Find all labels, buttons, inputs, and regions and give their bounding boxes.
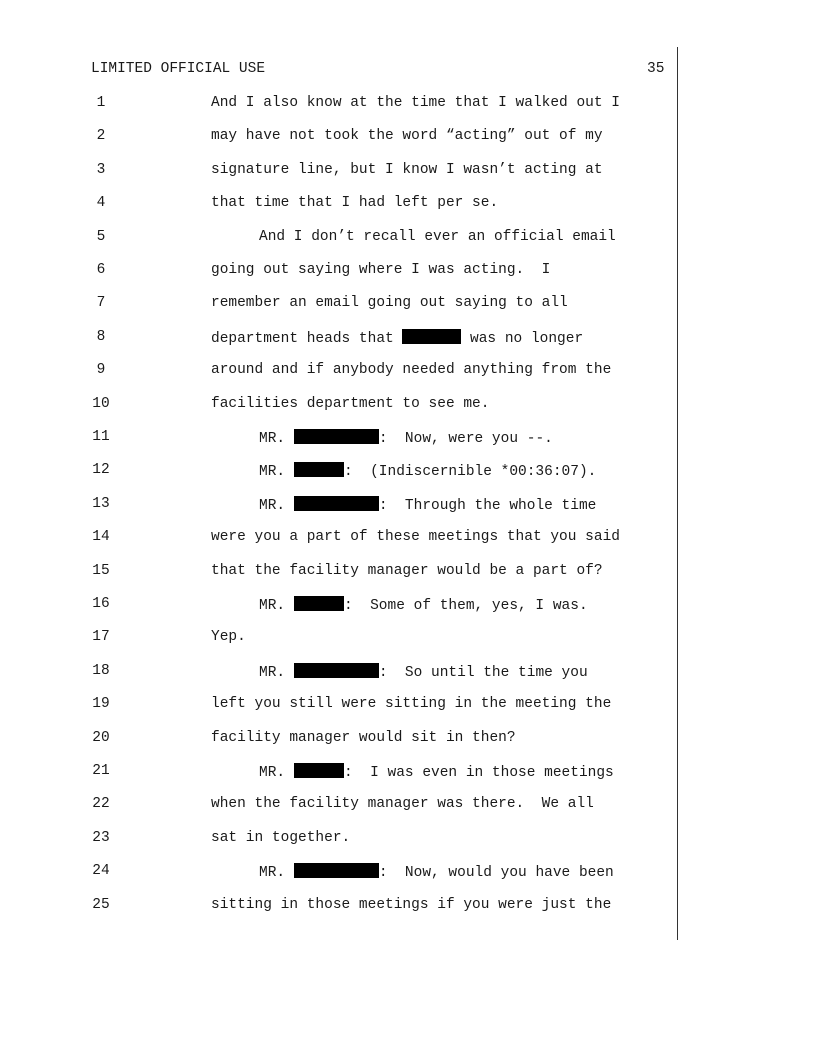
line-text [211,295,568,311]
line-number: 7 [96,295,106,312]
transcript-line [0,696,816,716]
line-text [211,897,611,913]
text-segment: MR. [259,664,294,681]
text-segment: sat in together. [211,829,351,846]
line-text [259,663,588,681]
text-segment: may have not took the word “acting” out of my [211,128,603,145]
text-segment: department heads that [211,330,403,347]
line-number: 8 [96,328,106,345]
transcript-line [0,295,816,315]
transcript-line [0,563,816,583]
transcript-line [0,429,816,449]
line-text [211,162,603,178]
text-segment: facility manager would sit in then? [211,729,516,746]
line-number: 19 [92,696,110,713]
line-number: 22 [92,796,110,813]
line-number: 25 [92,896,110,913]
line-number: 1 [96,95,106,111]
redaction-block [294,863,379,878]
transcript-line [0,529,816,549]
page-header-classification: LIMITED OFFICIAL USE [91,61,266,77]
redaction-block [294,496,379,511]
line-number: 17 [92,629,110,646]
text-segment: left you still were sitting in the meeting the [211,696,612,713]
line-text [259,496,596,514]
text-segment: around and if anybody needed anything from the [211,362,612,379]
line-text [259,596,588,614]
line-number: 5 [96,228,106,245]
text-segment: was no longer [461,330,584,347]
line-text [211,396,489,412]
line-text [211,195,498,211]
line-number: 18 [92,662,110,679]
line-number: 16 [92,596,110,612]
line-text [259,229,616,245]
line-number: 4 [96,195,106,212]
line-number: 20 [92,729,110,746]
line-text [211,128,603,144]
text-segment: sitting in those meetings if you were just the [211,896,612,913]
text-segment: facilities department to see me. [211,395,490,412]
redaction-block [294,462,344,477]
text-segment: : Now, were you --. [378,431,553,447]
transcript-line [0,863,816,883]
text-segment: : Some of them, yes, I was. [344,598,588,614]
transcript-line [0,730,816,750]
text-segment: : Through the whole time [378,497,597,514]
text-segment: : Now, would you have been [378,865,614,882]
transcript-line [0,128,816,148]
transcript-line [0,796,816,816]
transcript-line [0,496,816,516]
text-segment: : (Indiscernible *00:36:07). [344,464,597,481]
text-segment: that time that I had left per se. [211,195,499,212]
transcript-line [0,396,816,416]
line-number: 12 [92,462,110,479]
transcript-line [0,362,816,382]
transcript-line [0,95,816,115]
text-segment: : So until the time you [378,664,588,681]
text-segment: going out saying where I was acting. I [211,262,551,278]
line-text [211,95,620,111]
redaction-block [294,763,344,778]
transcript-line [0,462,816,482]
transcript-line [0,195,816,215]
text-segment: that the facility manager would be a part of? [211,562,603,579]
transcript-line [0,262,816,282]
line-number: 21 [92,763,110,779]
line-number: 13 [92,495,110,512]
text-segment: MR. [259,765,294,781]
line-text [211,563,603,579]
line-number: 3 [96,161,106,178]
line-number: 2 [96,128,106,145]
transcript-line [0,629,816,649]
text-segment: signature line, but I know I wasn’t acting at [211,161,603,178]
line-text [211,830,350,846]
transcript-line [0,329,816,349]
text-segment: when the facility manager was there. We all [211,796,594,813]
line-number: 15 [92,562,110,579]
line-text [211,262,550,278]
text-segment: MR. [259,865,294,882]
redaction-block [402,329,461,344]
transcript-line [0,162,816,182]
transcript-line [0,596,816,616]
line-text [211,730,516,746]
transcript-line [0,229,816,249]
text-segment: And I also know at the time that I walked out I [211,95,620,111]
line-text [259,863,614,881]
line-text [211,362,611,378]
text-segment: : I was even in those meetings [344,765,614,781]
line-number: 6 [96,262,106,278]
text-segment: remember an email going out saying to all [211,295,568,312]
line-text [259,429,553,447]
text-segment: MR. [259,431,294,447]
transcript-line [0,663,816,683]
line-text [259,462,596,480]
text-segment: MR. [259,464,294,481]
transcript-line [0,830,816,850]
text-segment: MR. [259,497,294,514]
redaction-block [294,663,379,678]
line-text [211,629,246,645]
line-text [259,763,614,781]
page-number: 35 [647,61,665,77]
transcript-line [0,763,816,783]
redaction-block [294,596,344,611]
line-text [211,796,594,812]
text-segment: Yep. [211,629,246,646]
line-text [211,529,620,545]
line-number: 10 [92,395,110,412]
line-text [211,696,611,712]
text-segment: MR. [259,598,294,614]
line-number: 24 [92,863,110,880]
line-number: 11 [92,429,110,445]
line-number: 9 [96,362,106,379]
text-segment: were you a part of these meetings that you said [211,529,620,546]
line-text [211,329,583,347]
transcript-line [0,897,816,917]
line-number: 14 [92,529,110,546]
text-segment: And I don’t recall ever an official email [259,228,616,245]
line-number: 23 [92,829,110,846]
redaction-block [294,429,379,444]
